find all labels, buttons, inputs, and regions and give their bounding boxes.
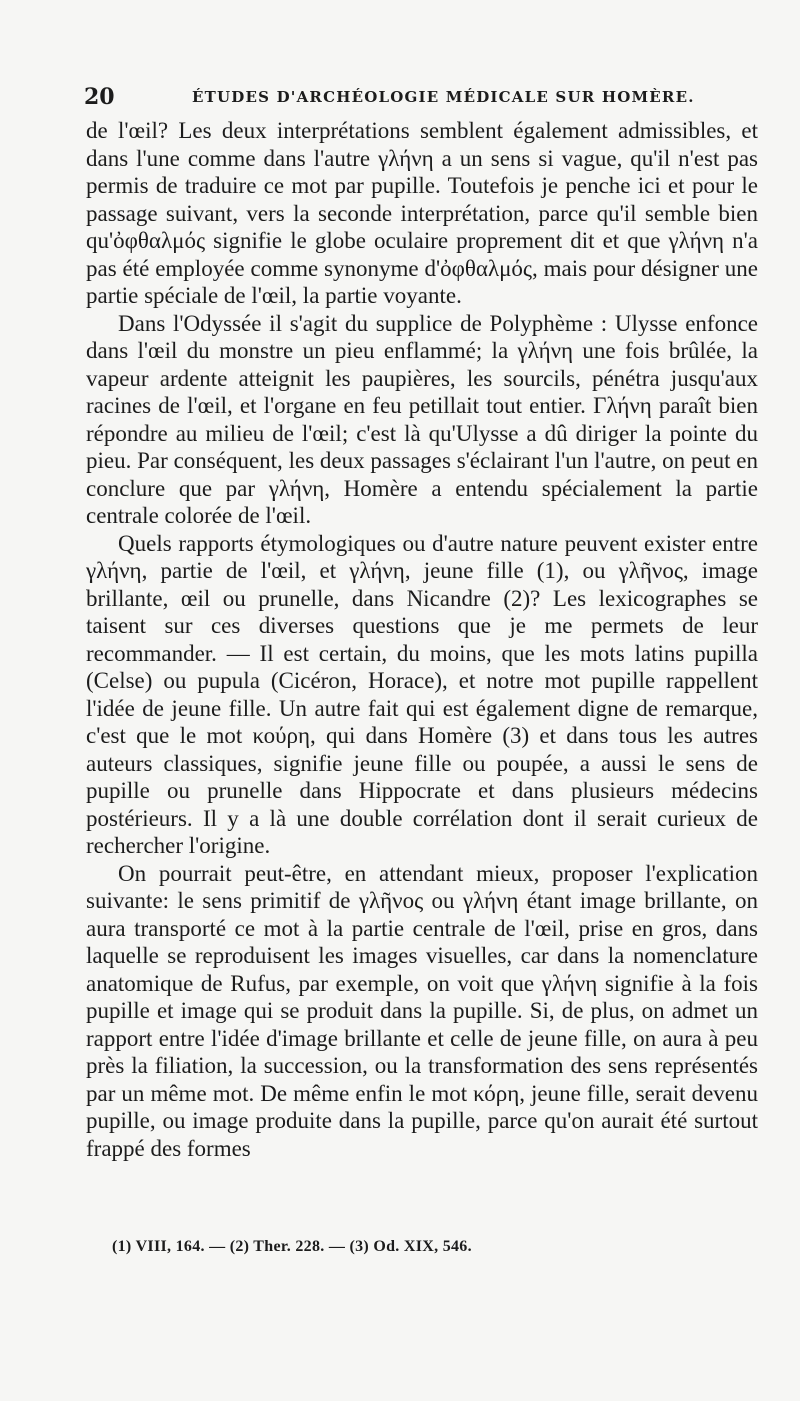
paragraph-2: Dans l'Odyssée il s'agit du supplice de Polyphème : Ulysse enfonce dans l'œil du monstre un pieu enflammé; la γλήνη une fois brûlée, la vapeur ardente atteignit les paupières, les sourcils, pénétra jusqu'aux racines de l'œil, et l'organe en feu petillait tout entier. Γλήνη paraît bien répondre au milieu de l'œil; c'est là qu'Ulysse a dû diriger la pointe du pieu. Par conséquent, les deux passages s'éclairant l'un l'autre, on peut en conclure que par γλήνη, Homère a entendu spécialement la partie centrale colorée de l'œil. [86, 310, 758, 528]
paragraph-1: de l'œil? Les deux interprétations semblent également admissibles, et dans l'une comme dans l'autre γλήνη a un sens si vague, qu'il n'est pas permis de traduire ce mot par pupille. Toutefois je penche ici et pour le passage suivant, vers la seconde interprétation, parce qu'il semble bien qu'ὀφθαλμός signifie le globe oculaire proprement dit et que γλήνη n'a pas été employée comme synonyme d'ὀφθαλμός, mais pour désigner une partie spéciale de l'œil, la partie voyante. [86, 118, 758, 308]
running-head [84, 84, 756, 114]
paragraph-3: Quels rapports étymologiques ou d'autre nature peuvent exister entre γλήνη, partie de l'œil, et γλήνη, jeune fille (1), ou γλῆνος, image brillante, œil ou prunelle, dans Nicandre (2)? Les lexicographes se taisent sur ces diverses questions que je me permets de leur recommander. — Il est certain, du moins, que les mots latins pupilla (Celse) ou pupula (Cicéron, Horace), et notre mot pupille rappellent l'idée de jeune fille. Un autre fait qui est également digne de remarque, c'est que le mot κούρη, qui dans Homère (3) et dans tous les autres auteurs classiques, signifie jeune fille ou poupée, a aussi le sens de pupille ou prunelle dans Hippocrate et dans plusieurs médecins postérieurs. Il y a là une double corrélation dont il serait curieux de rechercher l'origine. [86, 530, 758, 858]
page-number: 20 [84, 84, 115, 110]
footnotes: (1) VIII, 164. — (2) Ther. 228. — (3) Od. XIX, 546. [112, 1238, 472, 1255]
body-text [86, 117, 758, 1162]
running-title: ÉTUDES D'ARCHÉOLOGIE MÉDICALE SUR HOMÈRE. [192, 88, 695, 106]
paragraph-4: On pourrait peut-être, en attendant mieux, proposer l'explication suivante: le sens primitif de γλῆνος ou γλήνη étant image brillante, on aura transporté ce mot à la partie centrale de l'œil, prise en gros, dans laquelle se reproduisent les images visuelles, car dans la nomenclature anatomique de Rufus, par exemple, on voit que γλήνη signifie à la fois pupille et image qui se produit dans la pupille. Si, de plus, on admet un rapport entre l'idée d'image brillante et celle de jeune fille, on aura à peu près la filiation, la succession, ou la transformation des sens représentés par un même mot. De même enfin le mot κόρη, jeune fille, serait devenu pupille, ou image produite dans la pupille, parce qu'on aurait été surtout frappé des formes [86, 860, 758, 1161]
